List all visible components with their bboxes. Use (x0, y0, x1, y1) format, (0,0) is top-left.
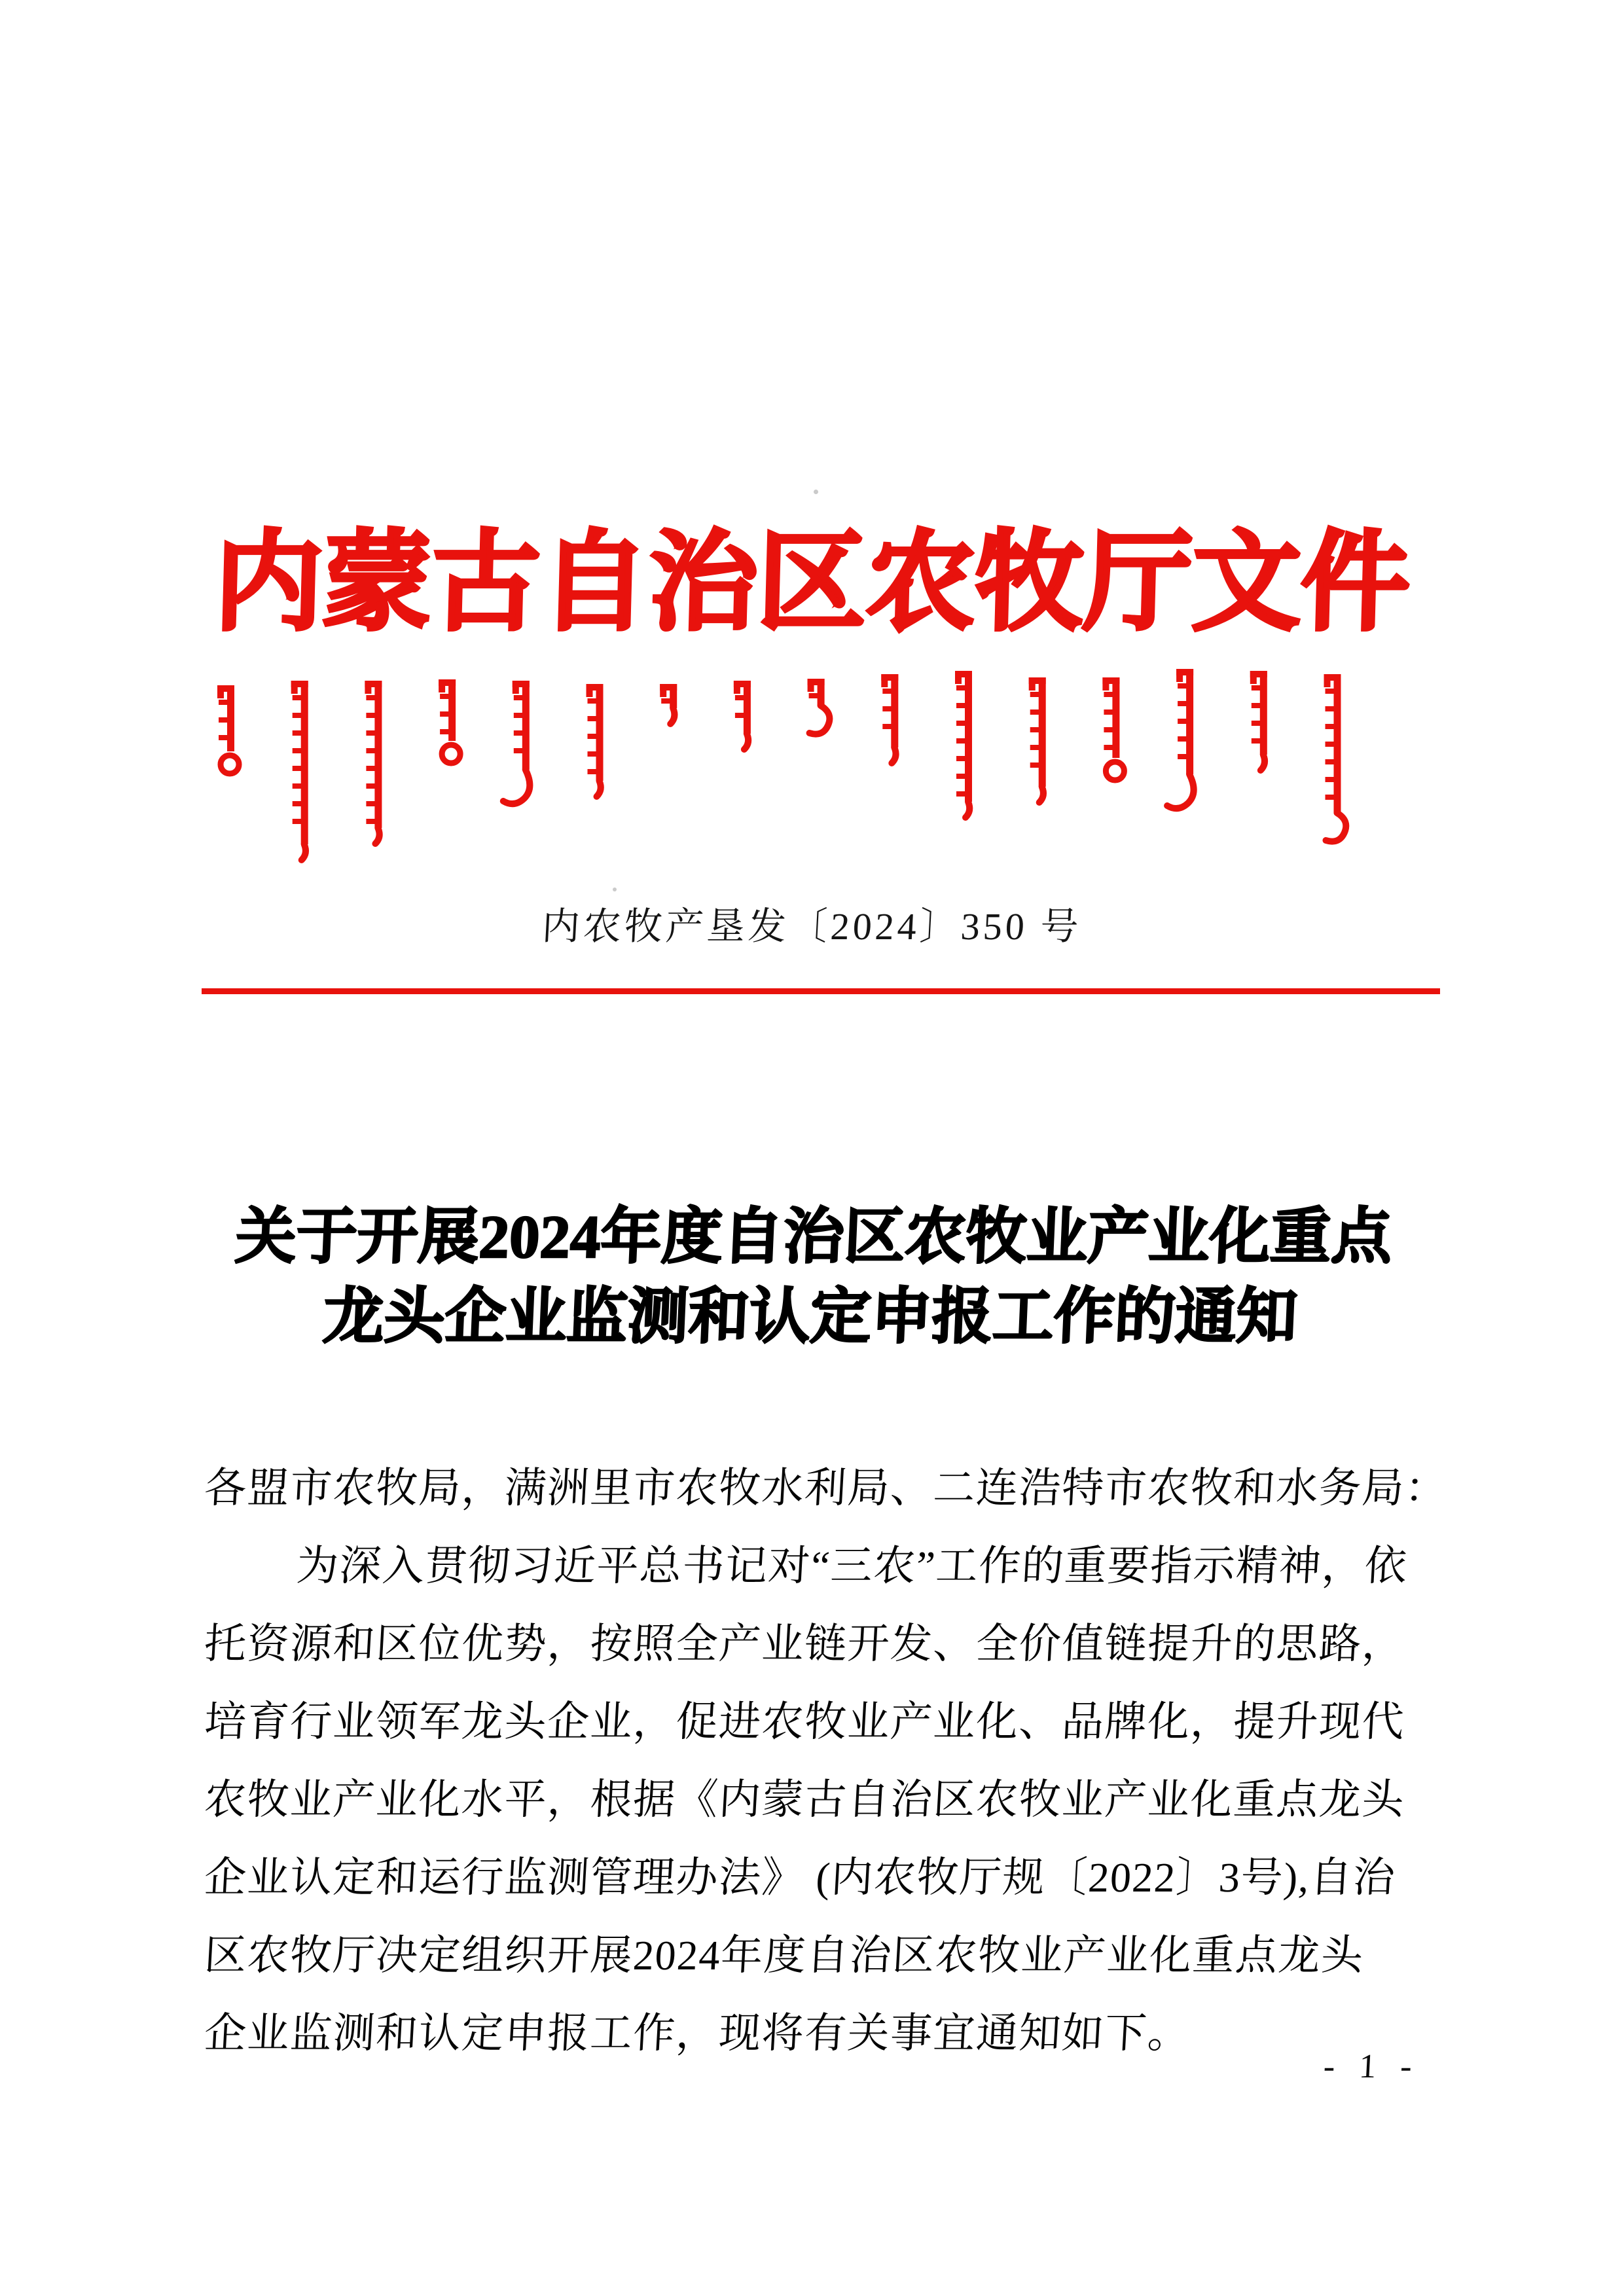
body-line: 企业认定和运行监测管理办法》 (内农牧厅规〔2022〕3号),自治 (203, 1854, 1398, 1901)
body-line: 培育行业领军龙头企业，促进农牧业产业化、品牌化，提升现代 (203, 1698, 1407, 1745)
document-number: 内农牧产垦发〔2024〕350 号 (541, 905, 1083, 948)
body-line: 企业监测和认定申报工作，现将有关事宜通知如下。 (203, 2010, 1192, 2056)
mongolian-script (0, 0, 1624, 916)
scan-speck (613, 888, 617, 891)
notice-title-line1: 关于开展2024年度自治区农牧业产业化重点 (234, 1204, 1394, 1271)
agency-header-title: 内蒙古自治区农牧厅文件 (213, 523, 1411, 643)
body-line: 各盟市农牧局，满洲里市农牧水利局、二连浩特市农牧和水务局： (203, 1465, 1449, 1511)
scan-speck (814, 490, 818, 494)
red-divider-line (202, 988, 1440, 994)
page-number: - 1 - (1322, 2048, 1421, 2085)
body-line: 为深入贯彻习近平总书记对“三农”工作的重要指示精神，依 (295, 1543, 1409, 1589)
body-line: 农牧业产业化水平，根据《内蒙古自治区农牧业产业化重点龙头 (203, 1776, 1407, 1823)
notice-title (0, 1198, 1624, 1357)
body-text (203, 1452, 1449, 2075)
body-line: 托资源和区位优势，按照全产业链开发、全价值链提升的思路， (203, 1621, 1407, 1667)
notice-title-line2: 龙头企业监测和认定申报工作的通知 (321, 1283, 1299, 1351)
body-line: 区农牧厅决定组织开展2024年度自治区农牧业产业化重点龙头 (203, 1932, 1365, 1979)
